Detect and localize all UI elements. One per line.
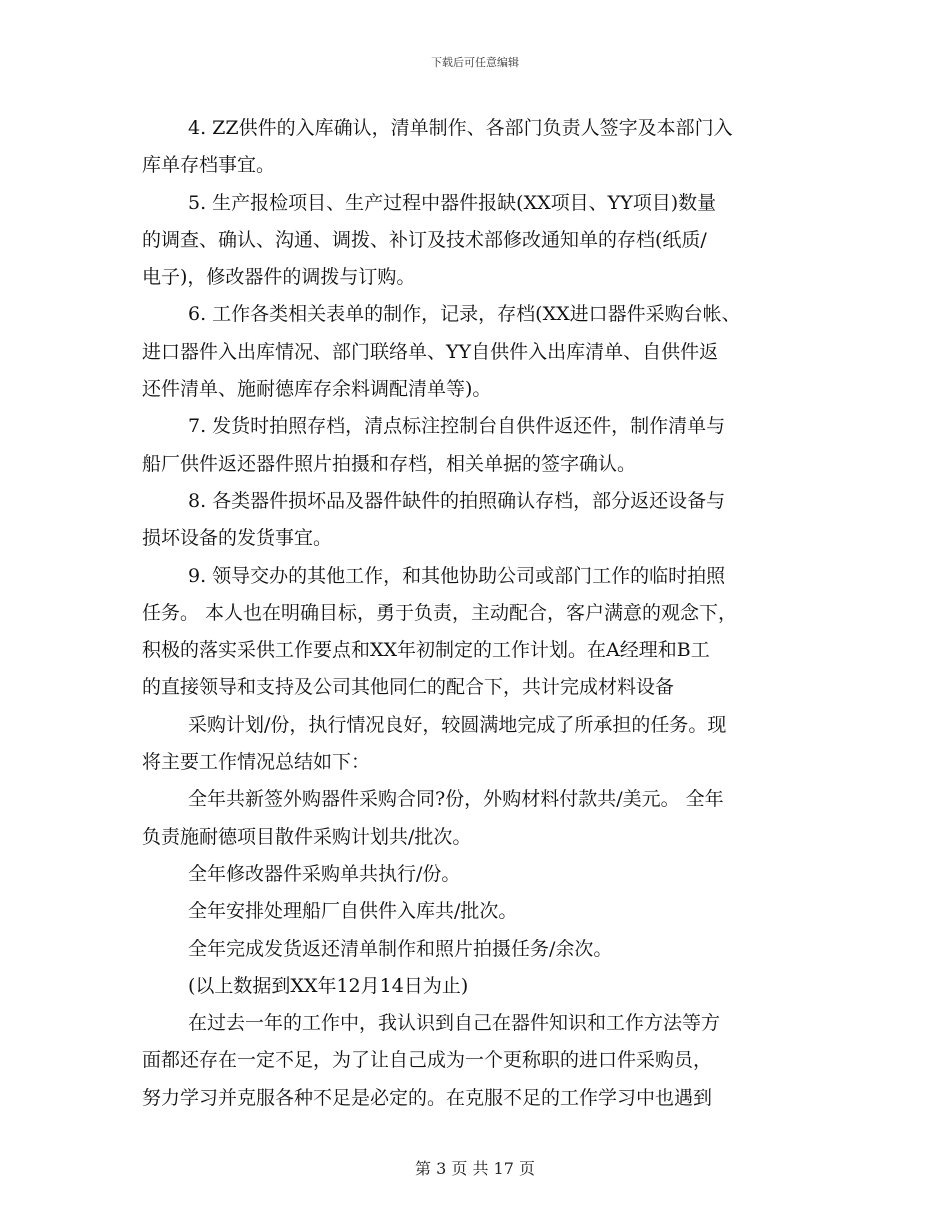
text-line: 负责施耐德项目散件采购计划共/批次。 xyxy=(142,825,472,848)
page-footer: 第 3 页 共 17 页 xyxy=(415,1159,535,1178)
text-line: 全年安排处理船厂自供件入库共/批次。 xyxy=(188,900,518,923)
text-line: 全年完成发货返还清单制作和照片拍摄任务/余次。 xyxy=(188,937,613,960)
text-line: 6. 工作各类相关表单的制作，记录，存档(XX进口器件采购台帐、 xyxy=(188,303,741,326)
text-line: 全年共新签外购器件采购合同?份，外购材料付款共/美元。 全年 xyxy=(188,788,724,811)
text-line: 库单存档事宜。 xyxy=(142,154,276,177)
text-line: 努力学习并克服各种不足是必定的。在克服不足的工作学习中也遇到 xyxy=(142,1086,713,1109)
text-line: 还件清单、施耐德库存余料调配清单等)。 xyxy=(142,378,492,401)
text-line: 船厂供件返还器件照片拍摄和存档，相关单据的签字确认。 xyxy=(142,452,637,475)
text-line: 的调查、确认、沟通、调拨、补订及技术部修改通知单的存档(纸质/ xyxy=(142,228,707,251)
text-line: 全年修改器件采购单共执行/份。 xyxy=(188,862,461,885)
text-line: 任务。 本人也在明确目标，勇于负责，主动配合，客户满意的观念下， xyxy=(142,601,738,624)
document-body xyxy=(142,110,814,1117)
text-line: 面都还存在一定不足，为了让自己成为一个更称职的进口件采购员， xyxy=(142,1049,713,1072)
text-line: 7. 发货时拍照存档，清点标注控制台自供件返还件，制作清单与 xyxy=(188,415,726,438)
text-line: 的直接领导和支持及公司其他同仁的配合下，共计完成材料设备 xyxy=(142,676,675,699)
text-line: 5. 生产报检项目、生产过程中器件报缺(XX项目、YY项目)数量 xyxy=(188,191,717,214)
text-line: 在过去一年的工作中，我认识到自己在器件知识和工作方法等方 xyxy=(188,1012,721,1035)
text-line: 进口器件入出库情况、部门联络单、YY自供件入出库清单、自供件返 xyxy=(142,340,719,363)
text-line: 积极的落实采供工作要点和XX年初制定的工作计划。在A经理和B工 xyxy=(142,639,710,662)
text-line: 4. ZZ供件的入库确认，清单制作、各部门负责人签字及本部门入 xyxy=(188,117,733,139)
text-line: 8. 各类器件损坏品及器件缺件的拍照确认存档，部分返还设备与 xyxy=(188,489,726,512)
page-header: 下载后可任意编辑 xyxy=(431,56,519,69)
text-line: 将主要工作情况总结如下： xyxy=(142,751,371,774)
text-line: 采购计划/份，执行情况良好，较圆满地完成了所承担的任务。现 xyxy=(188,713,727,736)
text-line: 9. 领导交办的其他工作，和其他协助公司或部门工作的临时拍照 xyxy=(188,564,726,587)
text-line: (以上数据到XX年12月14日为止) xyxy=(188,974,469,997)
text-line: 损坏设备的发货事宜。 xyxy=(142,527,333,550)
text-line: 电子)，修改器件的调拨与订购。 xyxy=(142,266,416,289)
